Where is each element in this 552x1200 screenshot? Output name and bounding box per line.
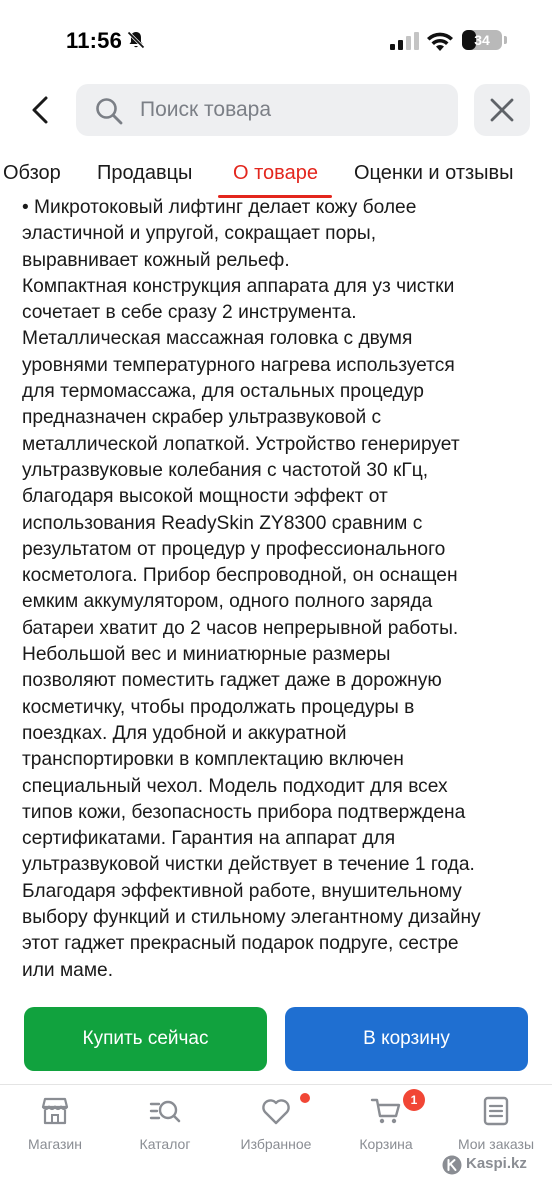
orders-icon <box>480 1095 512 1127</box>
description-line: для термомассажа, для остальных процедур <box>22 381 424 403</box>
bottom-navigation <box>0 1084 552 1200</box>
nav-cart[interactable] <box>336 1085 436 1165</box>
battery-indicator <box>462 30 502 50</box>
nav-shop-label: Магазин <box>27 1136 82 1152</box>
description-line: эластичной и упругой, сокращает поры, <box>22 223 377 245</box>
description-line: уровнями температурного нагрева используется <box>22 354 455 376</box>
product-tabs <box>0 150 552 200</box>
shop-icon <box>39 1095 71 1127</box>
description-line: типов кожи, безопасность прибора подтверждена <box>22 801 466 823</box>
description-line: металлической лопаткой. Устройство генерирует <box>22 433 460 455</box>
description-line: • Микротоковый лифтинг делает кожу более <box>22 197 417 218</box>
heart-icon <box>260 1095 292 1127</box>
back-button[interactable] <box>24 88 60 132</box>
nav-cart-label: Корзина <box>359 1136 413 1152</box>
description-line: использования ReadySkin ZY8300 сравним с <box>22 512 423 534</box>
description-line: ультразвуковые колебания с частотой 30 кГц, <box>22 459 429 481</box>
nav-orders[interactable] <box>446 1085 546 1165</box>
close-icon <box>490 98 514 122</box>
description-line: косметолога. Прибор беспроводной, он оснащен <box>22 565 458 587</box>
cellular-signal-icon <box>390 32 420 50</box>
description-line: сочетает в себе сразу 2 инструмента. <box>22 302 357 324</box>
description-line: сертификатами. Гарантия на аппарат для <box>22 828 396 850</box>
nav-favorites[interactable] <box>226 1085 326 1165</box>
battery-level: 34 <box>474 32 490 48</box>
description-line: емким аккумулятором, одного полного заряда <box>22 591 433 613</box>
description-line: специальный чехол. Модель подходит для всех <box>22 775 448 797</box>
description-line: транспортировки в комплектацию включен <box>22 749 404 771</box>
status-bar <box>0 0 552 80</box>
bell-muted-icon <box>126 30 146 50</box>
kaspi-logo-icon <box>442 1155 462 1175</box>
catalog-search-icon <box>149 1095 181 1127</box>
nav-catalog-label: Каталог <box>139 1136 191 1152</box>
description-line: результатом от процедур у профессионального <box>22 538 446 560</box>
search-icon <box>94 96 124 126</box>
status-time: 11:56 <box>66 28 123 53</box>
close-search-button[interactable] <box>474 84 530 136</box>
description-line: выбору функций и стильному элегантному дизайну <box>22 907 481 929</box>
description-line: ультразвуковой чистки действует в течение 1 года. <box>22 854 475 876</box>
description-line: выравнивает кожный рельеф. <box>22 249 290 271</box>
description-line: или маме. <box>22 959 114 981</box>
buy-now-button[interactable]: Купить сейчас <box>24 1007 267 1071</box>
chevron-left-icon <box>24 88 60 132</box>
battery-cap <box>504 36 507 44</box>
add-to-cart-button[interactable]: В корзину <box>285 1007 528 1071</box>
nav-orders-label: Мои заказы <box>457 1136 535 1152</box>
nav-shop[interactable] <box>5 1085 105 1165</box>
description-line: поездках. Для удобной и аккуратной <box>22 722 347 744</box>
nav-catalog[interactable] <box>115 1085 215 1165</box>
description-line: этот гаджет прекрасный подарок подруге, сестре <box>22 933 459 955</box>
description-line: предназначен скрабер ультразвуковой с <box>22 407 382 429</box>
description-line: Небольшой вес и миниатюрные размеры <box>22 644 391 666</box>
nav-favorites-label: Избранное <box>240 1136 312 1152</box>
description-line: позволяют поместить гаджет даже в дорожную <box>22 670 442 692</box>
search-input[interactable] <box>140 84 440 136</box>
tab-overview[interactable]: Обзор <box>3 162 61 184</box>
favorites-notification-dot <box>300 1093 310 1103</box>
search-box[interactable] <box>76 84 458 136</box>
cart-count-badge: 1 <box>403 1089 425 1111</box>
wifi-icon <box>426 30 454 52</box>
description-line: благодаря высокой мощности эффект от <box>22 486 388 508</box>
description-line: Компактная конструкция аппарата для уз чистки <box>22 275 455 297</box>
tab-sellers[interactable]: Продавцы <box>97 162 193 184</box>
description-line: Благодаря эффективной работе, внушительному <box>22 880 462 902</box>
watermark-text: Kaspi.kz <box>466 1155 527 1172</box>
cart-icon <box>370 1095 402 1127</box>
description-line: батареи хватит до 2 часов непрерывной работы. <box>22 617 459 639</box>
tab-reviews[interactable]: Оценки и отзывы <box>354 162 514 184</box>
tab-about-product[interactable]: О товаре <box>233 162 318 184</box>
description-line: косметичку, чтобы продолжать процедуры в <box>22 696 415 718</box>
product-description <box>22 195 534 995</box>
description-line: Металлическая массажная головка с двумя <box>22 328 413 350</box>
